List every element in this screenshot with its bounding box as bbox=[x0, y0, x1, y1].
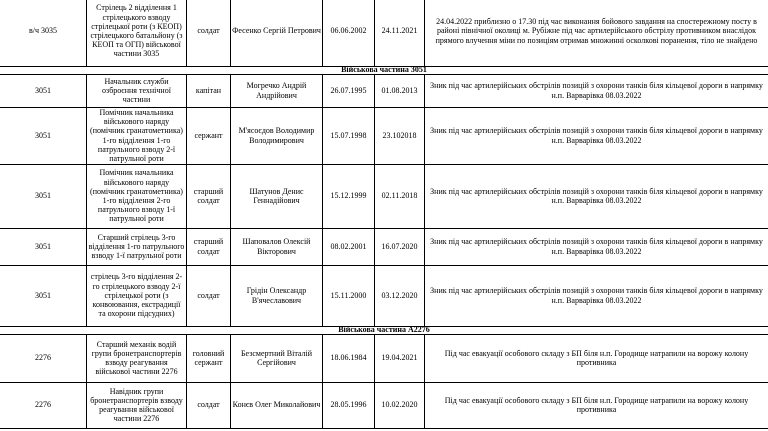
cell-note bbox=[424, 334, 768, 382]
cell-birth-date bbox=[322, 334, 374, 382]
cell-position bbox=[86, 265, 186, 326]
cell-note bbox=[424, 74, 768, 107]
cell-rank bbox=[186, 0, 230, 66]
cell-unit-text: 3051 bbox=[35, 85, 51, 95]
cell-name-text: Фесенко Сергій Петрович bbox=[232, 26, 321, 36]
cell-position bbox=[86, 107, 186, 164]
cell-position bbox=[86, 0, 186, 66]
cell-service-date bbox=[374, 74, 424, 107]
table-row bbox=[0, 265, 768, 326]
cell-position bbox=[86, 164, 186, 228]
cell-position-text: Старший стрілець 3-го відділення 1-го патрульного взводу 1-ї патрульної роти bbox=[88, 232, 185, 261]
cell-service-date-text: 24.11.2021 bbox=[381, 26, 418, 36]
cell-birth-date bbox=[322, 265, 374, 326]
cell-birth-date-text: 15.11.2000 bbox=[330, 290, 367, 300]
cell-name-text: Шаповалов Олексій Вікторович bbox=[242, 237, 311, 256]
cell-rank-text: старший солдат bbox=[193, 237, 224, 256]
cell-position bbox=[86, 334, 186, 382]
row-divider bbox=[0, 428, 768, 429]
cell-name bbox=[230, 0, 322, 66]
cell-service-date bbox=[374, 228, 424, 265]
cell-note-text: 24.04.2022 приблизно о 17.30 під час виконання бойового завдання на спостережному посту в районі північної околиці м. Рубіжне під час артилерійського обстрілу противником внаслідок прямого влучення міни по позиціям отримав множинні осколкові поранення, тіло не знайдено bbox=[435, 17, 758, 45]
cell-rank bbox=[186, 74, 230, 107]
cell-rank-text: старший солдат bbox=[193, 186, 224, 205]
cell-note-text: Зник під час артилерійських обстрілів позицій з охорони танків біля кільцевої дороги в напрямку н.п. Варварівка 08.03.2022 bbox=[430, 286, 763, 305]
table-row bbox=[0, 228, 768, 265]
cell-unit-text: 2276 bbox=[35, 400, 51, 410]
cell-name bbox=[230, 265, 322, 326]
cell-name bbox=[230, 74, 322, 107]
cell-position-text: стрілець 3-го відділення 2-го стрілецького взводу 2-ї стрілецької роти (з конвоювання, екстрадиції та охорони підсудних) bbox=[90, 272, 183, 319]
cell-note bbox=[424, 164, 768, 228]
table-row bbox=[0, 74, 768, 107]
cell-position bbox=[86, 228, 186, 265]
cell-note bbox=[424, 265, 768, 326]
cell-service-date-text: 10.02.2020 bbox=[381, 400, 418, 410]
cell-name-text: Шатунов Денис Геннадійович bbox=[249, 186, 304, 205]
cell-service-date-text: 03.12.2020 bbox=[381, 290, 418, 300]
cell-birth-date bbox=[322, 0, 374, 66]
cell-note bbox=[424, 0, 768, 66]
cell-rank-text: солдат bbox=[197, 26, 220, 36]
cell-name-text: Грідін Олександр В'ячеславович bbox=[246, 286, 307, 305]
cell-name-text: Могречко Андрій Андрійович bbox=[246, 81, 307, 100]
cell-note bbox=[424, 382, 768, 428]
cell-birth-date-text: 18.06.1984 bbox=[330, 353, 367, 363]
cell-unit-text: 3051 bbox=[35, 130, 51, 140]
cell-name-text: М'ясоєдов Володимир Володимирович bbox=[238, 126, 315, 145]
cell-birth-date-text: 08.02.2001 bbox=[330, 241, 367, 251]
cell-birth-date bbox=[322, 164, 374, 228]
cell-position-text: Помічник начальника військового наряду (помічник гранатометника) 1-го відділення 1-го патрульного взводу 2-ї патрульної роти bbox=[90, 107, 183, 163]
cell-position-text: Стрілець 2 відділення 1 стрілецького взводу стрілецької роти (з КЕОП) стрілецького батальйону (з КЕОП та ОГП) військової частини 3035 bbox=[90, 3, 183, 59]
section-title: Військова частина А2276 bbox=[338, 325, 430, 335]
cell-unit bbox=[0, 0, 86, 66]
cell-birth-date bbox=[322, 228, 374, 265]
cell-unit bbox=[0, 265, 86, 326]
cell-rank bbox=[186, 265, 230, 326]
cell-rank-text: солдат bbox=[197, 290, 220, 300]
cell-service-date-text: 01.08.2013 bbox=[381, 85, 418, 95]
cell-service-date bbox=[374, 382, 424, 428]
cell-birth-date-text: 15.12.1999 bbox=[330, 191, 367, 201]
cell-rank-text: солдат bbox=[197, 400, 220, 410]
cell-birth-date-text: 26.07.1995 bbox=[330, 85, 367, 95]
cell-service-date bbox=[374, 0, 424, 66]
table-row bbox=[0, 0, 768, 66]
table-row bbox=[0, 334, 768, 382]
cell-unit-text: 3051 bbox=[35, 241, 51, 251]
cell-service-date bbox=[374, 164, 424, 228]
cell-rank bbox=[186, 107, 230, 164]
cell-rank-text: капітан bbox=[195, 85, 222, 95]
cell-note-text: Під час евакуації особового складу з БП біля н.п. Городище натрапили на ворожу колону противника bbox=[444, 348, 749, 367]
cell-rank-text: сержант bbox=[194, 130, 223, 140]
cell-note-text: Зник під час артилерійських обстрілів позицій з охорони танків біля кільцевої дороги в напрямку н.п. Варварівка 08.03.2022 bbox=[430, 126, 763, 145]
cell-birth-date bbox=[322, 74, 374, 107]
cell-unit-text: 3051 bbox=[35, 290, 51, 300]
cell-name bbox=[230, 334, 322, 382]
cell-note bbox=[424, 228, 768, 265]
cell-rank bbox=[186, 334, 230, 382]
cell-service-date-text: 02.11.2018 bbox=[381, 191, 418, 201]
cell-service-date-text: 23.102018 bbox=[382, 130, 417, 140]
cell-rank bbox=[186, 382, 230, 428]
cell-name bbox=[230, 107, 322, 164]
cell-position bbox=[86, 382, 186, 428]
cell-name bbox=[230, 382, 322, 428]
cell-unit-text: в/ч 3035 bbox=[28, 26, 58, 36]
cell-position-text: Старший механік водій групи бронетранспортерів взводу реагування військової частини 2276 bbox=[91, 339, 182, 377]
cell-name bbox=[230, 164, 322, 228]
cell-rank bbox=[186, 228, 230, 265]
cell-unit bbox=[0, 334, 86, 382]
cell-position-text: Навідник групи бронетранспортерів взводу реагування військової частини 2276 bbox=[90, 386, 183, 424]
cell-unit bbox=[0, 382, 86, 428]
cell-service-date bbox=[374, 265, 424, 326]
cell-birth-date-text: 15.07.1998 bbox=[330, 130, 367, 140]
table-row bbox=[0, 382, 768, 428]
cell-unit-text: 2276 bbox=[35, 353, 51, 363]
cell-name-text: Безсмертний Віталій Сергійович bbox=[240, 348, 313, 367]
cell-service-date bbox=[374, 107, 424, 164]
table-row bbox=[0, 107, 768, 164]
cell-note-text: Зник під час артилерійських обстрілів позицій з охорони танків біля кільцевої дороги в напрямку н.п. Варварівка 08.03.2022 bbox=[430, 81, 763, 100]
cell-birth-date-text: 28.05.1996 bbox=[330, 400, 367, 410]
cell-position-text: Начальник служби озброєння технічної частини bbox=[102, 76, 171, 105]
cell-birth-date bbox=[322, 382, 374, 428]
cell-service-date-text: 19.04.2021 bbox=[381, 353, 418, 363]
cell-birth-date bbox=[322, 107, 374, 164]
cell-unit bbox=[0, 228, 86, 265]
cell-unit bbox=[0, 164, 86, 228]
cell-note-text: Під час евакуації особового складу з БП біля н.п. Городище натрапили на ворожу колону противника bbox=[444, 395, 749, 414]
cell-unit bbox=[0, 107, 86, 164]
cell-service-date-text: 16.07.2020 bbox=[381, 241, 418, 251]
cell-rank bbox=[186, 164, 230, 228]
cell-unit-text: 3051 bbox=[35, 191, 51, 201]
cell-position-text: Помічник начальника військового наряду (помічник гранатометника) 1-го відділення 2-го патрульного взводу 1-ї патрульної роти bbox=[90, 168, 183, 224]
cell-birth-date-text: 06.06.2002 bbox=[330, 26, 367, 36]
cell-service-date bbox=[374, 334, 424, 382]
cell-position bbox=[86, 74, 186, 107]
cell-note bbox=[424, 107, 768, 164]
cell-name-text: Конєв Олег Миколайович bbox=[232, 400, 321, 410]
table-row bbox=[0, 164, 768, 228]
cell-rank-text: головний сержант bbox=[192, 348, 225, 367]
cell-note-text: Зник під час артилерійських обстрілів позицій з охорони танків біля кільцевої дороги в напрямку н.п. Варварівка 08.03.2022 bbox=[430, 186, 763, 205]
cell-unit bbox=[0, 74, 86, 107]
cell-note-text: Зник під час артилерійських обстрілів позицій з охорони танків біля кільцевої дороги в напрямку н.п. Варварівка 08.03.2022 bbox=[430, 237, 763, 256]
section-title: Військова частина 3051 bbox=[341, 65, 427, 75]
cell-name bbox=[230, 228, 322, 265]
